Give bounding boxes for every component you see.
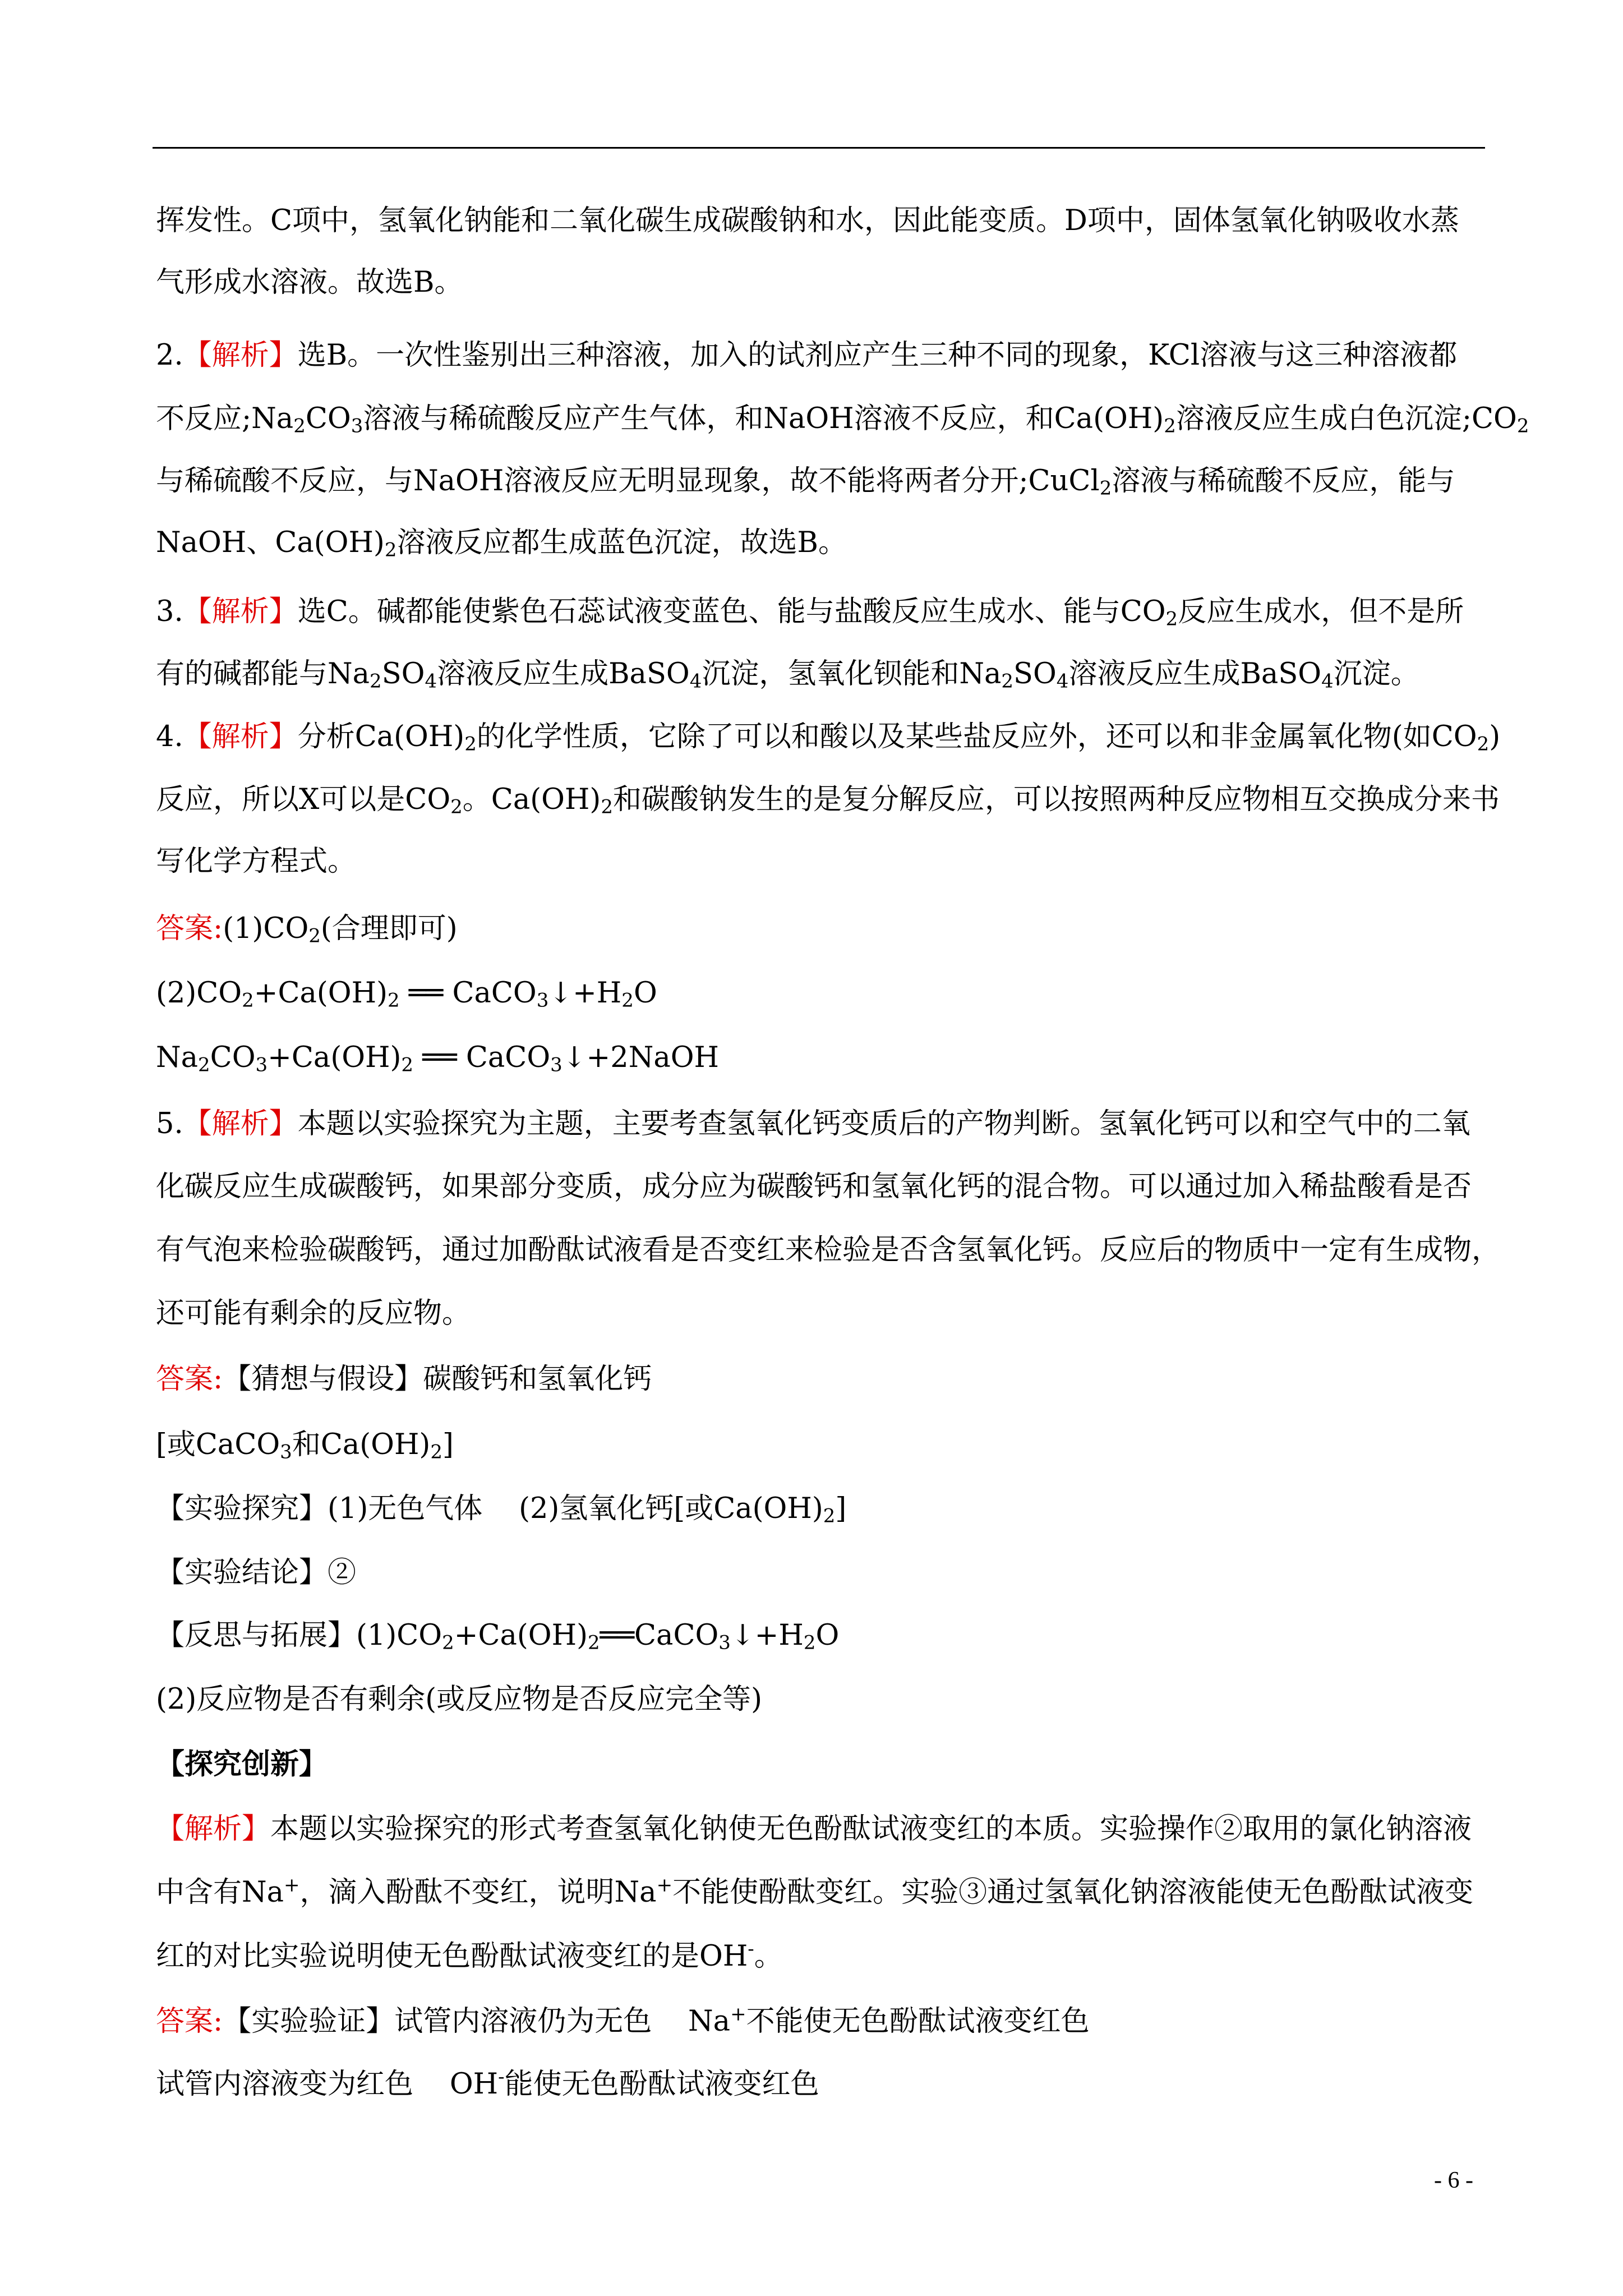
text-line bbox=[156, 268, 463, 297]
text-run: 。Ca(OH) bbox=[462, 783, 601, 816]
text-run: 不能使酚酞变红。实验③通过氢氧化钠溶液能使无色酚酞试液变 bbox=[672, 1876, 1474, 1909]
subscript: 2 bbox=[442, 1631, 454, 1654]
text-run: ══CaCO bbox=[600, 1619, 719, 1652]
header-rule bbox=[153, 147, 1485, 149]
text-line bbox=[156, 720, 1501, 756]
superscript: - bbox=[498, 2065, 505, 2088]
text-run: 沉淀，氢氧化钡能和Na bbox=[702, 657, 1002, 691]
text-line bbox=[156, 1299, 471, 1328]
text-line bbox=[156, 464, 1455, 500]
subscript: 2 bbox=[464, 733, 477, 756]
subscript: 3 bbox=[280, 1441, 292, 1464]
text-run: ，滴入酚酞不变红，说明Na bbox=[299, 1876, 657, 1909]
text-run: 选C。碱都能使紫色石蕊试液变蓝色、能与盐酸反应生成水、能与CO bbox=[297, 595, 1166, 628]
subscript: 2 bbox=[1165, 608, 1178, 631]
text-run: ↓+2NaOH bbox=[562, 1041, 720, 1074]
text-run: 选B。一次性鉴别出三种溶液，加入的试剂应产生三种不同的现象，KCl溶液与这三种溶液都 bbox=[297, 339, 1458, 372]
text-line bbox=[156, 2003, 1090, 2038]
text-run: 化碳反应生成碳酸钙，如果部分变质，成分应为碳酸钙和氢氧化钙的混合物。可以通过加入稀盐酸看是否 bbox=[156, 1170, 1472, 1203]
text-run: 溶液反应都生成蓝色沉淀，故选B。 bbox=[396, 526, 847, 559]
text-line bbox=[156, 595, 1464, 631]
label-highlight: 【解析】 bbox=[183, 339, 298, 372]
subscript: 4 bbox=[1321, 670, 1334, 693]
text-run: 【探究创新】 bbox=[156, 1747, 328, 1781]
text-line bbox=[156, 1938, 783, 1973]
text-run: 【实验探究】(1)无色气体 (2)氢氧化钙[或Ca(OH) bbox=[156, 1492, 823, 1525]
subscript: 2 bbox=[1099, 477, 1112, 500]
label-highlight: 答案: bbox=[156, 912, 223, 945]
text-run: 溶液反应生成BaSO bbox=[437, 657, 690, 691]
superscript: - bbox=[748, 1938, 754, 1961]
subscript: 3 bbox=[536, 989, 549, 1012]
label-highlight: 答案: bbox=[156, 1363, 223, 1396]
label-highlight: 【解析】 bbox=[183, 720, 298, 753]
text-run: 5. bbox=[156, 1107, 183, 1140]
subscript: 2 bbox=[1164, 415, 1176, 438]
text-run: 反应生成水，但不是所 bbox=[1178, 595, 1464, 628]
page-number: - 6 - bbox=[1434, 2168, 1473, 2193]
superscript: + bbox=[656, 1874, 673, 1897]
text-line bbox=[156, 1874, 1474, 1909]
text-run: NaOH、Ca(OH) bbox=[156, 526, 385, 559]
text-run: 分析Ca(OH) bbox=[297, 720, 465, 753]
text-line bbox=[156, 2065, 819, 2101]
subscript: 2 bbox=[384, 539, 397, 562]
text-run: 溶液反应生成BaSO bbox=[1068, 657, 1322, 691]
text-run: 溶液与稀硫酸反应产生气体，和NaOH溶液不反应，和Ca(OH) bbox=[363, 402, 1164, 435]
text-run: [或CaCO bbox=[156, 1428, 280, 1461]
text-run: (1)CO bbox=[223, 912, 309, 945]
text-run: +Ca(OH) bbox=[454, 1619, 588, 1652]
subscript: 2 bbox=[803, 1631, 816, 1654]
text-run: SO bbox=[381, 657, 425, 691]
subscript: 2 bbox=[621, 989, 634, 1012]
text-run: (2)CO bbox=[156, 977, 242, 1010]
subscript: 2 bbox=[450, 795, 463, 818]
text-run: CO bbox=[305, 402, 351, 435]
subscript: 2 bbox=[823, 1504, 836, 1527]
text-run: O bbox=[815, 1619, 840, 1652]
label-highlight: 【解析】 bbox=[156, 1812, 271, 1846]
subscript: 2 bbox=[1516, 415, 1529, 438]
subscript: 2 bbox=[587, 1631, 600, 1654]
text-line bbox=[156, 1492, 847, 1527]
text-run: 沉淀。 bbox=[1333, 657, 1419, 691]
text-run: 2. bbox=[156, 339, 183, 372]
text-run: 有气泡来检验碳酸钙，通过加酚酞试液看是否变红来检验是否含氢氧化钙。反应后的物质中一定有生成物， bbox=[156, 1234, 1501, 1267]
subscript: 2 bbox=[293, 415, 306, 438]
text-run: 能使无色酚酞试液变红色 bbox=[504, 2068, 819, 2101]
text-run: ══ CaCO bbox=[413, 1041, 551, 1074]
text-line bbox=[156, 1747, 328, 1781]
text-run: (合理即可) bbox=[320, 912, 458, 945]
text-run: +Ca(OH) bbox=[253, 977, 388, 1010]
text-line bbox=[156, 1172, 1472, 1201]
text-run: 和Ca(OH) bbox=[292, 1428, 431, 1461]
superscript: + bbox=[730, 2003, 746, 2026]
text-line bbox=[156, 657, 1419, 693]
text-run: 还可能有剩余的反应物。 bbox=[156, 1297, 471, 1330]
text-run: 与稀硫酸不反应，与NaOH溶液反应无明显现象，故不能将两者分开;CuCl bbox=[156, 464, 1100, 498]
text-line bbox=[156, 1234, 1501, 1267]
text-run: ) bbox=[1489, 720, 1501, 753]
text-run: 和碳酸钠发生的是复分解反应，可以按照两种反应物相互交换成分来书 bbox=[612, 783, 1500, 816]
text-run: 。 bbox=[754, 1940, 783, 1973]
text-run: 试管内溶液变为红色 OH bbox=[156, 2068, 499, 2101]
label-highlight: 【解析】 bbox=[183, 595, 298, 628]
text-run: ══ CaCO bbox=[399, 977, 537, 1010]
text-run: 溶液反应生成白色沉淀;CO bbox=[1175, 402, 1517, 435]
text-run: 气形成水溶液。故选B。 bbox=[156, 266, 463, 299]
text-line bbox=[156, 1558, 356, 1587]
text-line bbox=[156, 1812, 1472, 1846]
text-run: 【反思与拓展】(1)CO bbox=[156, 1619, 442, 1652]
text-run: 溶液与稀硫酸不反应，能与 bbox=[1112, 464, 1455, 498]
text-run: O bbox=[633, 977, 657, 1010]
text-run: 红的对比实验说明使无色酚酞试液变红的是OH bbox=[156, 1940, 748, 1973]
text-run: SO bbox=[1013, 657, 1057, 691]
text-run: 4. bbox=[156, 720, 183, 753]
text-run: 本题以实验探究为主题，主要考查氢氧化钙变质后的产物判断。氢氧化钙可以和空气中的二氧 bbox=[297, 1107, 1470, 1140]
subscript: 2 bbox=[387, 989, 400, 1012]
text-line bbox=[156, 912, 458, 947]
subscript: 2 bbox=[1001, 670, 1014, 693]
subscript: 4 bbox=[689, 670, 702, 693]
text-run: 有的碱都能与Na bbox=[156, 657, 370, 691]
subscript: 3 bbox=[550, 1053, 562, 1076]
subscript: 2 bbox=[198, 1053, 210, 1076]
subscript: 3 bbox=[351, 415, 363, 438]
subscript: 2 bbox=[1477, 733, 1490, 756]
label-highlight: 答案: bbox=[156, 2005, 223, 2038]
subscript: 4 bbox=[425, 670, 437, 693]
text-run: 不反应;Na bbox=[156, 402, 294, 435]
text-line bbox=[156, 847, 356, 876]
text-run: 的化学性质，它除了可以和酸以及某些盐反应外，还可以和非金属氧化物(如CO bbox=[476, 720, 1477, 753]
text-line bbox=[156, 341, 1457, 370]
text-run: 【猜想与假设】碳酸钙和氢氧化钙 bbox=[223, 1363, 652, 1396]
text-line bbox=[156, 1619, 840, 1654]
text-line bbox=[156, 402, 1529, 438]
subscript: 2 bbox=[430, 1441, 442, 1464]
text-run: 反应，所以X可以是CO bbox=[156, 783, 451, 816]
text-line bbox=[156, 1363, 652, 1396]
text-run: (2)反应物是否有剩余(或反应物是否反应完全等) bbox=[156, 1683, 763, 1716]
subscript: 3 bbox=[718, 1631, 731, 1654]
text-line bbox=[156, 1041, 720, 1076]
subscript: 2 bbox=[370, 670, 382, 693]
text-run: 3. bbox=[156, 595, 183, 628]
text-run: 【实验结论】② bbox=[156, 1556, 357, 1589]
text-line bbox=[156, 1685, 762, 1714]
text-run: ] bbox=[442, 1428, 454, 1461]
text-run: ] bbox=[835, 1492, 847, 1525]
text-line bbox=[156, 526, 847, 562]
subscript: 2 bbox=[308, 924, 321, 947]
text-run: ↓+H bbox=[730, 1619, 804, 1652]
text-run: +Ca(OH) bbox=[268, 1041, 402, 1074]
label-highlight: 【解析】 bbox=[183, 1107, 298, 1140]
subscript: 4 bbox=[1056, 670, 1069, 693]
text-line bbox=[156, 783, 1500, 818]
text-run: Na bbox=[156, 1041, 199, 1074]
text-run: 写化学方程式。 bbox=[156, 845, 357, 878]
text-run: CO bbox=[210, 1041, 256, 1074]
subscript: 2 bbox=[601, 795, 613, 818]
text-run: 本题以实验探究的形式考查氢氧化钠使无色酚酞试液变红的本质。实验操作②取用的氯化钠溶液 bbox=[270, 1812, 1472, 1846]
text-run: 【实验验证】试管内溶液仍为无色 Na bbox=[223, 2005, 731, 2038]
text-line bbox=[156, 1107, 1470, 1140]
subscript: 2 bbox=[242, 989, 254, 1012]
text-line bbox=[156, 1428, 454, 1464]
text-run: 中含有Na bbox=[156, 1876, 284, 1909]
text-run: 挥发性。C项中，氢氧化钠能和二氧化碳生成碳酸钠和水，因此能变质。D项中，固体氢氧化钠吸收水蒸 bbox=[156, 204, 1459, 237]
subscript: 3 bbox=[255, 1053, 268, 1076]
subscript: 2 bbox=[401, 1053, 414, 1076]
text-line bbox=[156, 977, 657, 1012]
superscript: + bbox=[284, 1874, 300, 1897]
text-run: ↓+H bbox=[548, 977, 622, 1010]
text-line bbox=[156, 206, 1459, 235]
text-run: 不能使无色酚酞试液变红色 bbox=[746, 2005, 1090, 2038]
